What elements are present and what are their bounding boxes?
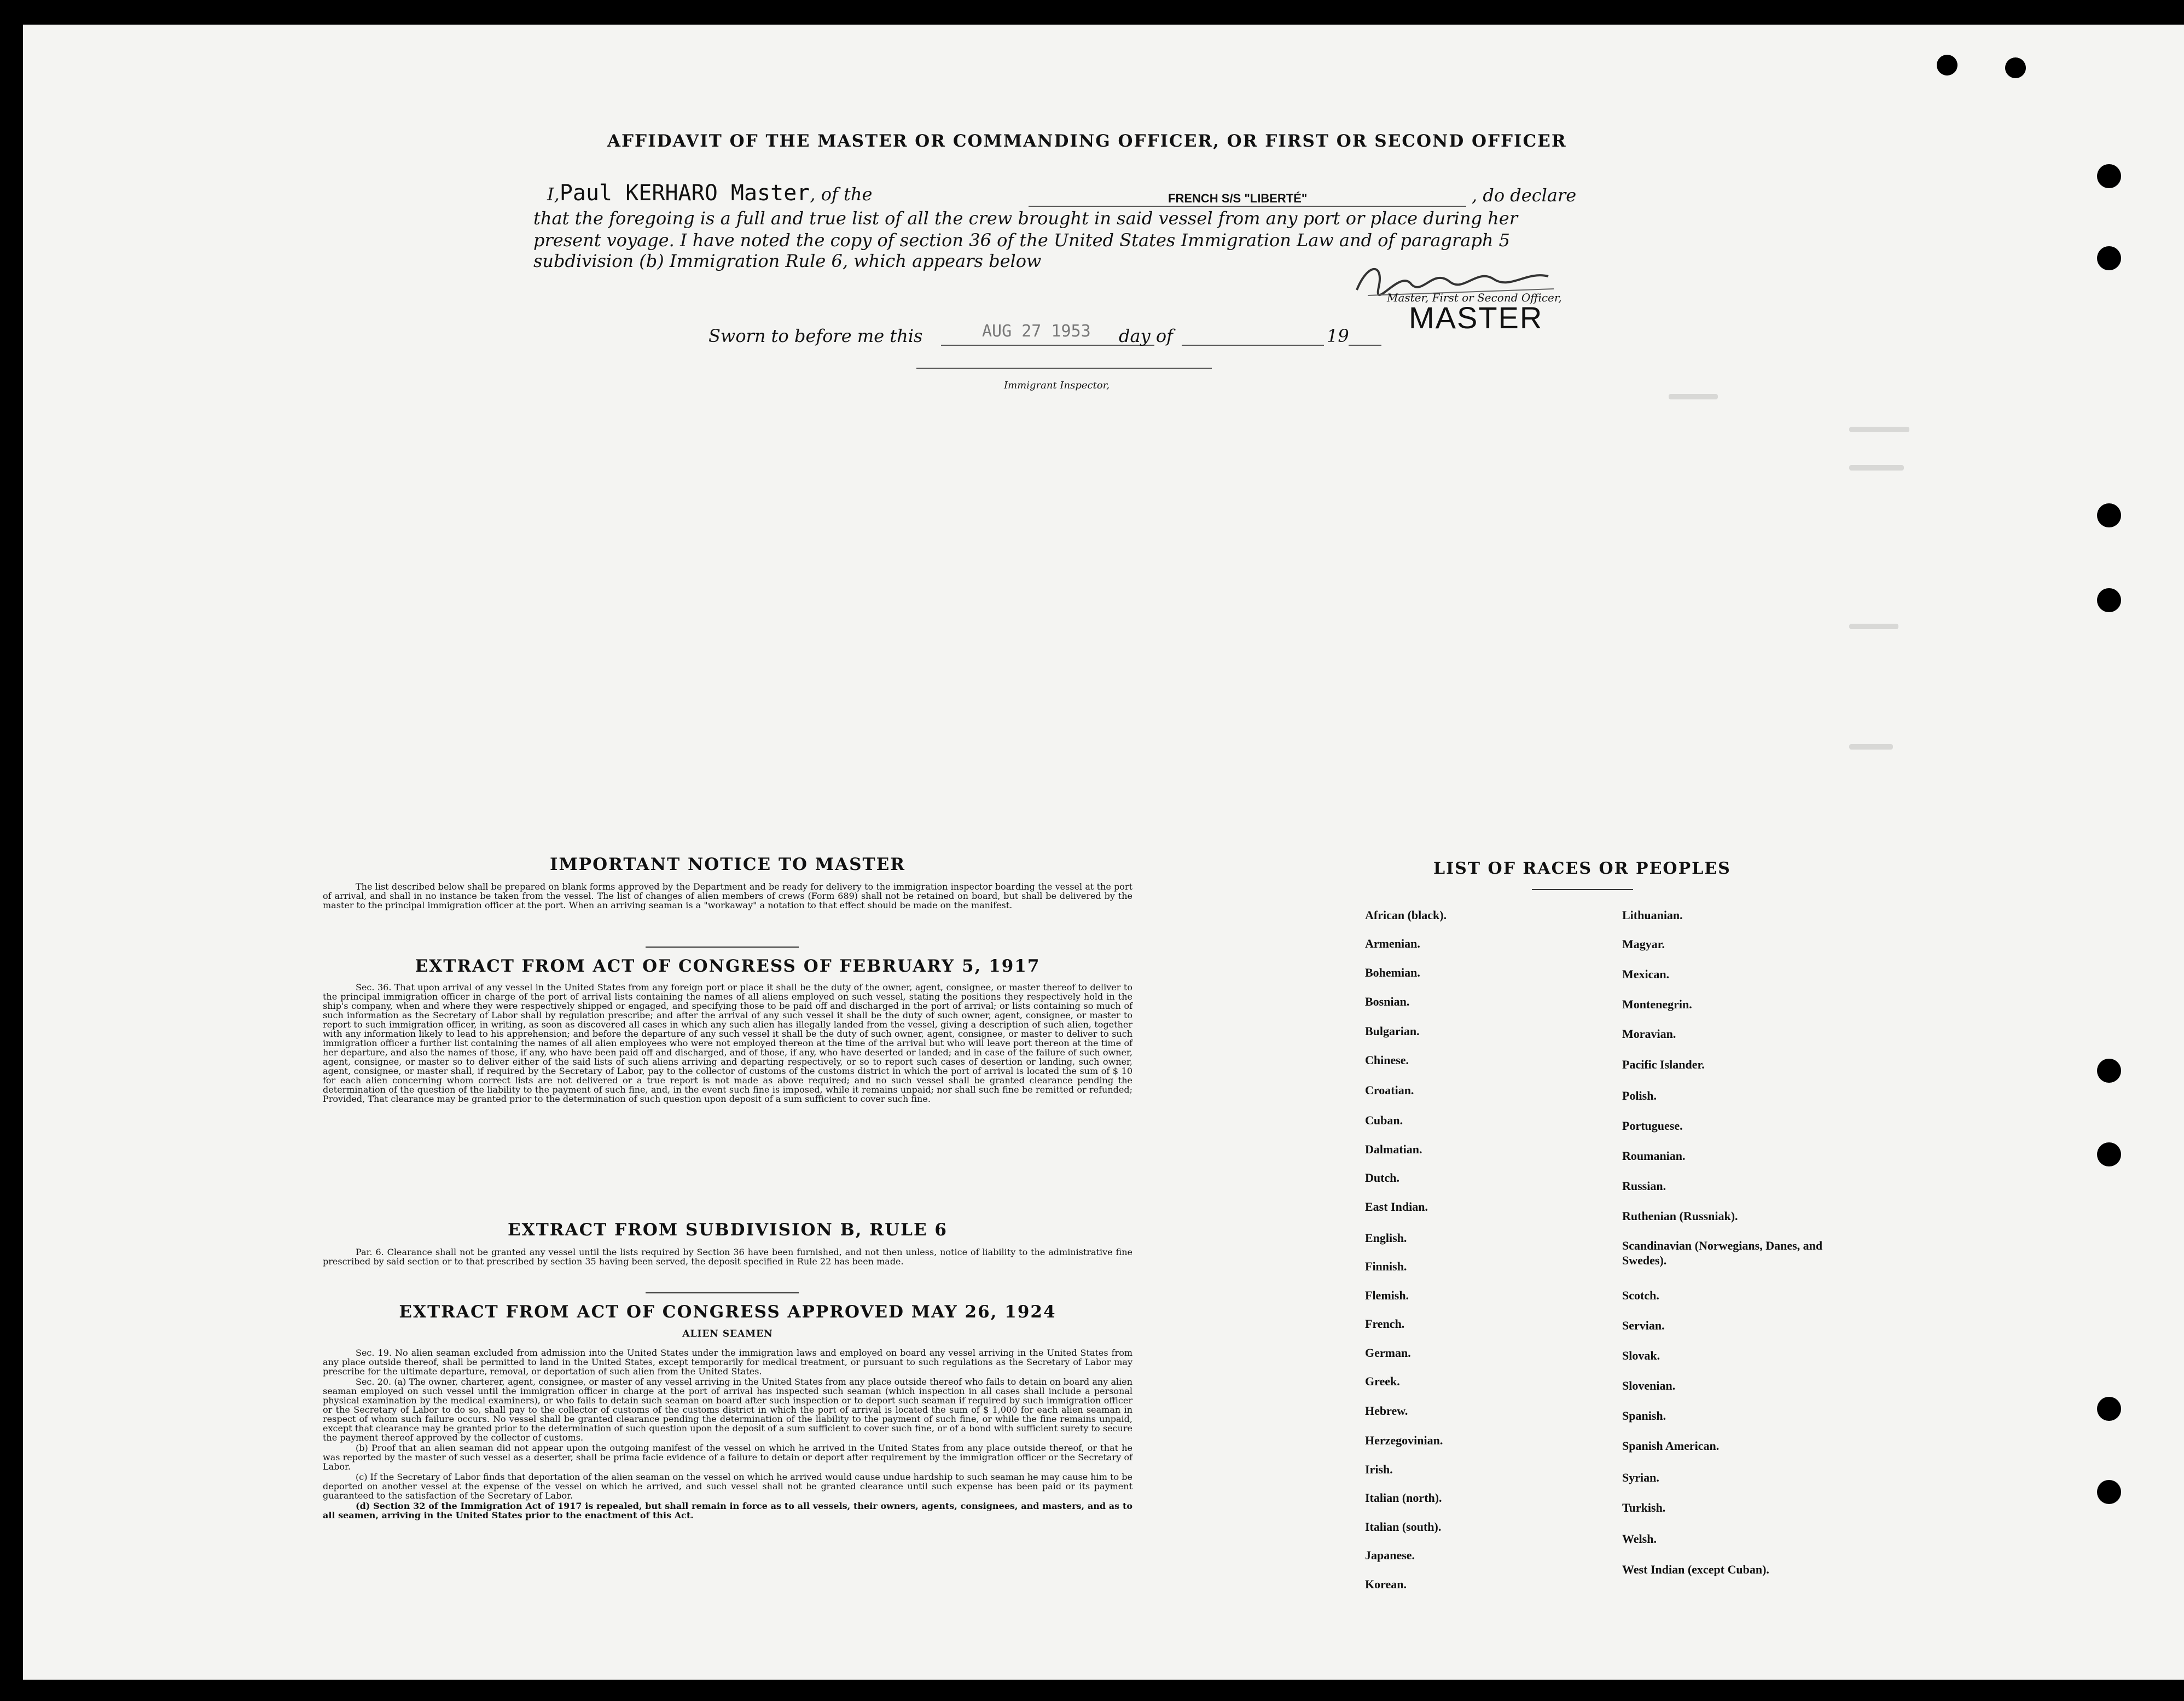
bleed-through-mark	[1849, 465, 1904, 471]
race-item: French.	[1365, 1317, 1405, 1331]
race-item: Korean.	[1365, 1577, 1407, 1591]
extract-1917-title: EXTRACT FROM ACT OF CONGRESS OF FEBRUARY 5, 1917	[415, 956, 1041, 976]
bleed-through-mark	[1849, 624, 1898, 629]
sworn-date-stamp: AUG 27 1953	[982, 322, 1091, 341]
section-20a-paragraph: Sec. 20. (a) The owner, charterer, agent, consignee, or master of any vessel arriving in the United States from any place outside thereof who fails to detain on board any alien seaman employed on such vessel until the immigration officer in charge at the port of arrival has inspected such seaman (which inspection in all cases shall include a personal physical examination by the medical examiners), or who fails to detain such seaman on board after such inspection or to deport such seaman if required by such immigration officer or the Secretary of Labor to do so, shall pay to the collector of customs of the customs district in which the port of arrival is located the sum of $ 1,000 for each alien seaman in respect of whom such failure occurs. No vessel shall be granted clearance pending the determination of the liability to the payment of such fine, or while the fine remains unpaid, except that clearance may be granted prior to the determination of such question upon the deposit of a sum sufficient to cover such fine, or of a bond with sufficient surety to secure the payment thereof approved by the collector of customs.	[323, 1377, 1132, 1443]
scan-border-left	[0, 0, 23, 1701]
race-item: West Indian (except Cuban).	[1622, 1563, 1769, 1576]
master-name: Paul KERHARO Master	[559, 181, 810, 206]
of-the-label: , of the	[810, 184, 873, 205]
punch-hole	[2097, 588, 2121, 612]
race-item: Japanese.	[1365, 1548, 1415, 1562]
master-stamp: MASTER	[1409, 300, 1543, 335]
affidavit-declaration-line1	[547, 181, 872, 206]
vessel-name: FRENCH S/S "LIBERTÉ"	[1168, 191, 1308, 205]
notice-text	[323, 882, 1132, 911]
inspector-label: Immigrant Inspector,	[1004, 380, 1110, 391]
section-20b-paragraph: (b) Proof that an alien seaman did not appear upon the outgoing manifest of the vessel on which he arrived in the United States from any place outside thereof, or that he was reported by the master of such vessel as a deserter, shall be prima facie evidence of a failure to detain or deport after requirement by the immigration officer or the Secretary of Labor.	[323, 1443, 1132, 1472]
race-item: Italian (south).	[1365, 1520, 1442, 1534]
race-item: Roumanian.	[1622, 1149, 1686, 1163]
inspector-signature-line	[916, 368, 1212, 369]
affidavit-title: AFFIDAVIT OF THE MASTER OR COMMANDING OFFICER, OR FIRST OR SECOND OFFICER	[607, 131, 1567, 151]
punch-hole	[2097, 1397, 2121, 1421]
notice-paragraph: The list described below shall be prepared on blank forms approved by the Department and be ready for delivery to the immigration inspector boarding the vessel at the port of arrival, and shall in no instance be taken from the vessel. The list of changes of alien members of crews (Form 689) shall not be retained on board, but shall be delivered by the master to the principal immigration officer at the port. When an arriving seaman is a "workaway" a notation to that effect should be made on the manifest.	[323, 881, 1132, 910]
race-item: Ruthenian (Russniak).	[1622, 1209, 1738, 1223]
race-item: Lithuanian.	[1622, 908, 1683, 922]
punch-hole	[2097, 503, 2121, 527]
bleed-through-mark	[1669, 394, 1718, 399]
race-item: Flemish.	[1365, 1288, 1409, 1302]
section-36-paragraph: Sec. 36. That upon arrival of any vessel in the United States from any foreign port or place it shall be the duty of the owner, agent, consignee, or master thereof to deliver to the principal immigration officer in charge of the port of arrival lists containing the names of all aliens employed on such vessel, stating the positions they respectively hold in the ship's company, when and where they were respectively shipped or engaged, and specifying those to be paid off and discharged in the port of arrival; or lists containing so much of such information as the Secretary of Labor shall by regulation prescribe; and after the arrival of any such vessel it shall be the duty of such owner, agent, consignee, or master to report to such immigration officer, in writing, as soon as discovered all cases in which any such alien has illegally landed from the vessel, giving a description of such alien, together with any information likely to lead to his apprehension; and before the departure of any such vessel it shall be the duty of such owner, agent, consignee, or master to deliver to such immigration officer a further list containing the names of all alien employees who were not employed thereon at the time of the arrival but who will leave port thereon at the time of her departure, and also the names of those, if any, who have been paid off and discharged, and of those, if any, who have deserted or landed; and in case of the failure of such owner, agent, consignee, or master so to deliver either of the said lists of such aliens arriving and departing respectively, or so to report such cases of desertion or landing, such owner, agent, consignee, or master shall, if required by the Secretary of Labor, pay to the collector of customs of the customs district in which the port of arrival is located the sum of $ 10 for each alien concerning whom correct lists are not delivered or a true report is not made as above required; and no such vessel shall be granted clearance pending the determination of the question of the liability to the payment of such fine, and, in the event such fine is imposed, while it remains unpaid; nor shall such fine be remitted or refunded; Provided, That clearance may be granted prior to the determination of such question upon deposit of a sum sufficient to cover such fine.	[323, 982, 1132, 1104]
extract-1917-text	[323, 983, 1132, 1105]
notice-title: IMPORTANT NOTICE TO MASTER	[549, 855, 906, 874]
punch-hole	[2097, 1480, 2121, 1504]
race-item: Montenegrin.	[1622, 997, 1692, 1011]
race-item: Armenian.	[1365, 937, 1420, 950]
punch-hole	[1937, 55, 1958, 76]
race-item: East Indian.	[1365, 1200, 1428, 1214]
race-item: Pacific Islander.	[1622, 1058, 1705, 1071]
race-item: Syrian.	[1622, 1471, 1659, 1484]
year-prefix: 19	[1327, 326, 1349, 346]
race-item: Welsh.	[1622, 1532, 1657, 1546]
extract-1924-text	[323, 1348, 1132, 1521]
race-item: Bosnian.	[1365, 995, 1410, 1008]
extract-1924-title: EXTRACT FROM ACT OF CONGRESS APPROVED MAY 26, 1924	[399, 1302, 1056, 1322]
race-item: African (black).	[1365, 908, 1447, 922]
section-20c-paragraph: (c) If the Secretary of Labor finds that deportation of the alien seaman on the vessel on which he arrived would cause undue hardship to such seaman he may cause him to be deported on another vessel at the expense of the vessel on which he arrived, and such vessel shall not be granted clearance until such expense has been paid or its payment guaranteed to the satisfaction of the Secretary of Labor.	[323, 1472, 1132, 1501]
sworn-label: Sworn to before me this	[708, 326, 923, 346]
race-item: Irish.	[1365, 1462, 1393, 1476]
race-item: Bohemian.	[1365, 966, 1420, 979]
race-item: Spanish American.	[1622, 1439, 1720, 1453]
affidavit-line3: present voyage. I have noted the copy of section 36 of the United States Immigration Law and of paragraph 5	[533, 230, 1510, 251]
signature-caption: Master, First or Second Officer,	[1387, 291, 1562, 304]
race-item: Polish.	[1622, 1089, 1657, 1102]
scan-border-bottom	[0, 1680, 2184, 1701]
punch-hole	[2097, 164, 2121, 188]
extract-rule6-title: EXTRACT FROM SUBDIVISION B, RULE 6	[508, 1220, 948, 1240]
race-item: Scotch.	[1622, 1288, 1659, 1302]
race-item: Slovak.	[1622, 1349, 1660, 1362]
race-item: English.	[1365, 1231, 1407, 1245]
races-title: LIST OF RACES OR PEOPLES	[1433, 859, 1731, 878]
year-line	[1349, 345, 1381, 346]
race-item: Bulgarian.	[1365, 1024, 1420, 1038]
race-item: Cuban.	[1365, 1113, 1403, 1127]
section-19-paragraph: Sec. 19. No alien seaman excluded from admission into the United States under the immigration laws and employed on board any vessel arriving in the United States from any place outside thereof, shall be permitted to land in the United States, except temporarily for medical treatment, or pursuant to such regulations as the Secretary of Labor may prescribe for the ultimate departure, removal, or deportation of such alien from the United States.	[323, 1348, 1132, 1377]
month-line	[1182, 345, 1324, 346]
race-item: Moravian.	[1622, 1027, 1676, 1041]
race-item: Portuguese.	[1622, 1119, 1683, 1133]
race-item: Croatian.	[1365, 1083, 1414, 1097]
race-item: Turkish.	[1622, 1501, 1666, 1514]
race-item: Finnish.	[1365, 1259, 1407, 1273]
punch-hole	[2097, 246, 2121, 270]
race-item: Slovenian.	[1622, 1379, 1676, 1392]
race-item: Herzegovinian.	[1365, 1433, 1443, 1447]
extract-rule6-text	[323, 1247, 1132, 1267]
affidavit-line4: subdivision (b) Immigration Rule 6, which appears below	[533, 251, 1042, 271]
day-of-label: day of	[1119, 326, 1173, 346]
section-divider	[646, 947, 799, 948]
race-item: Spanish.	[1622, 1409, 1666, 1423]
section-20d-paragraph: (d) Section 32 of the Immigration Act of 1917 is repealed, but shall remain in force as to all vessels, their owners, agents, consignees, and masters, and as to all seamen, arriving in the United States prior to the enactment of this Act.	[323, 1501, 1132, 1520]
section-divider	[646, 1292, 799, 1293]
bleed-through-mark	[1849, 744, 1893, 750]
race-item: Dalmatian.	[1365, 1142, 1422, 1156]
race-item: Russian.	[1622, 1179, 1666, 1193]
race-item: Italian (north).	[1365, 1491, 1442, 1505]
races-title-underline	[1532, 889, 1633, 890]
vessel-line	[1029, 206, 1466, 207]
declaration-prefix: I,	[547, 184, 560, 205]
punch-hole	[2097, 1059, 2121, 1083]
paragraph-6: Par. 6. Clearance shall not be granted any vessel until the lists required by Section 36 have been furnished, and not then unless, notice of liability to the administrative fine prescribed by said section or to that prescribed by section 35 having been served, the deposit specified in Rule 22 has been made.	[323, 1247, 1132, 1267]
do-declare-label: , do declare	[1472, 185, 1577, 206]
race-item: Greek.	[1365, 1374, 1400, 1388]
race-item: German.	[1365, 1346, 1411, 1360]
race-item: Hebrew.	[1365, 1404, 1408, 1418]
race-item: Scandinavian (Norwegians, Danes, and Swedes).	[1622, 1239, 1823, 1267]
race-item: Dutch.	[1365, 1171, 1399, 1185]
bleed-through-mark	[1849, 427, 1909, 432]
race-item: Chinese.	[1365, 1053, 1409, 1067]
alien-seamen-subtitle: ALIEN SEAMEN	[682, 1328, 773, 1339]
race-item: Mexican.	[1622, 967, 1670, 981]
race-item: Servian.	[1622, 1319, 1665, 1332]
punch-hole	[2005, 57, 2026, 78]
scan-border-top	[0, 0, 2184, 25]
race-item: Magyar.	[1622, 937, 1665, 951]
affidavit-line2: that the foregoing is a full and true list of all the crew brought in said vessel from any port or place during her	[533, 208, 1518, 229]
punch-hole	[2097, 1142, 2121, 1166]
